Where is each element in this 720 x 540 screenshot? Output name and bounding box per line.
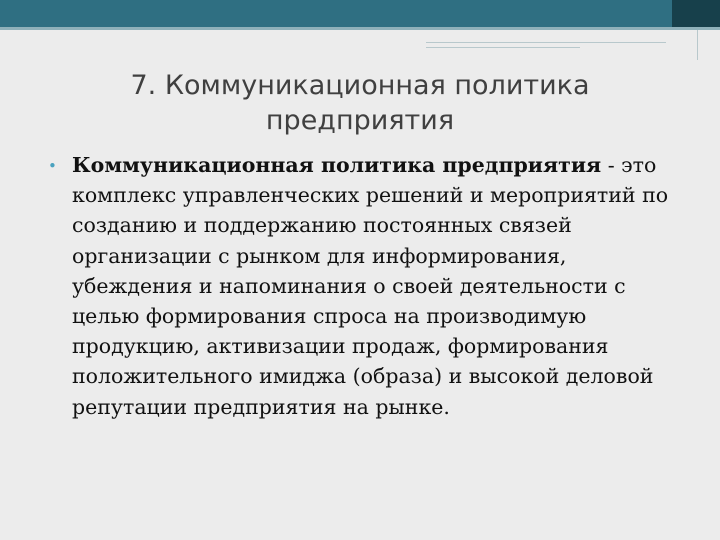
definition-paragraph	[48, 150, 688, 422]
slide-body	[48, 150, 688, 422]
bullet-icon: •	[48, 157, 57, 175]
definition-text: - это комплекс управленческих решений и мероприятий по созданию и поддержанию постоянных связей организации с рынком для информирования, убеждения и напоминания о своей деятельности с целью формирования спроса на производимую продукцию, активизации продаж, формирования положительного имиджа (образа) и высокой деловой репутации предприятия на рынке.	[72, 153, 669, 419]
header-bar-dark-segment	[672, 0, 720, 27]
decorative-rule-long	[426, 42, 666, 43]
header-bar	[0, 0, 672, 27]
header-bar-underline	[0, 27, 720, 30]
decorative-rule-short	[426, 47, 580, 48]
decorative-rule-vertical	[697, 30, 698, 60]
defined-term: Коммуникационная политика предприятия	[72, 153, 602, 177]
slide-title: 7. Коммуникационная политика предприятия	[130, 70, 590, 136]
